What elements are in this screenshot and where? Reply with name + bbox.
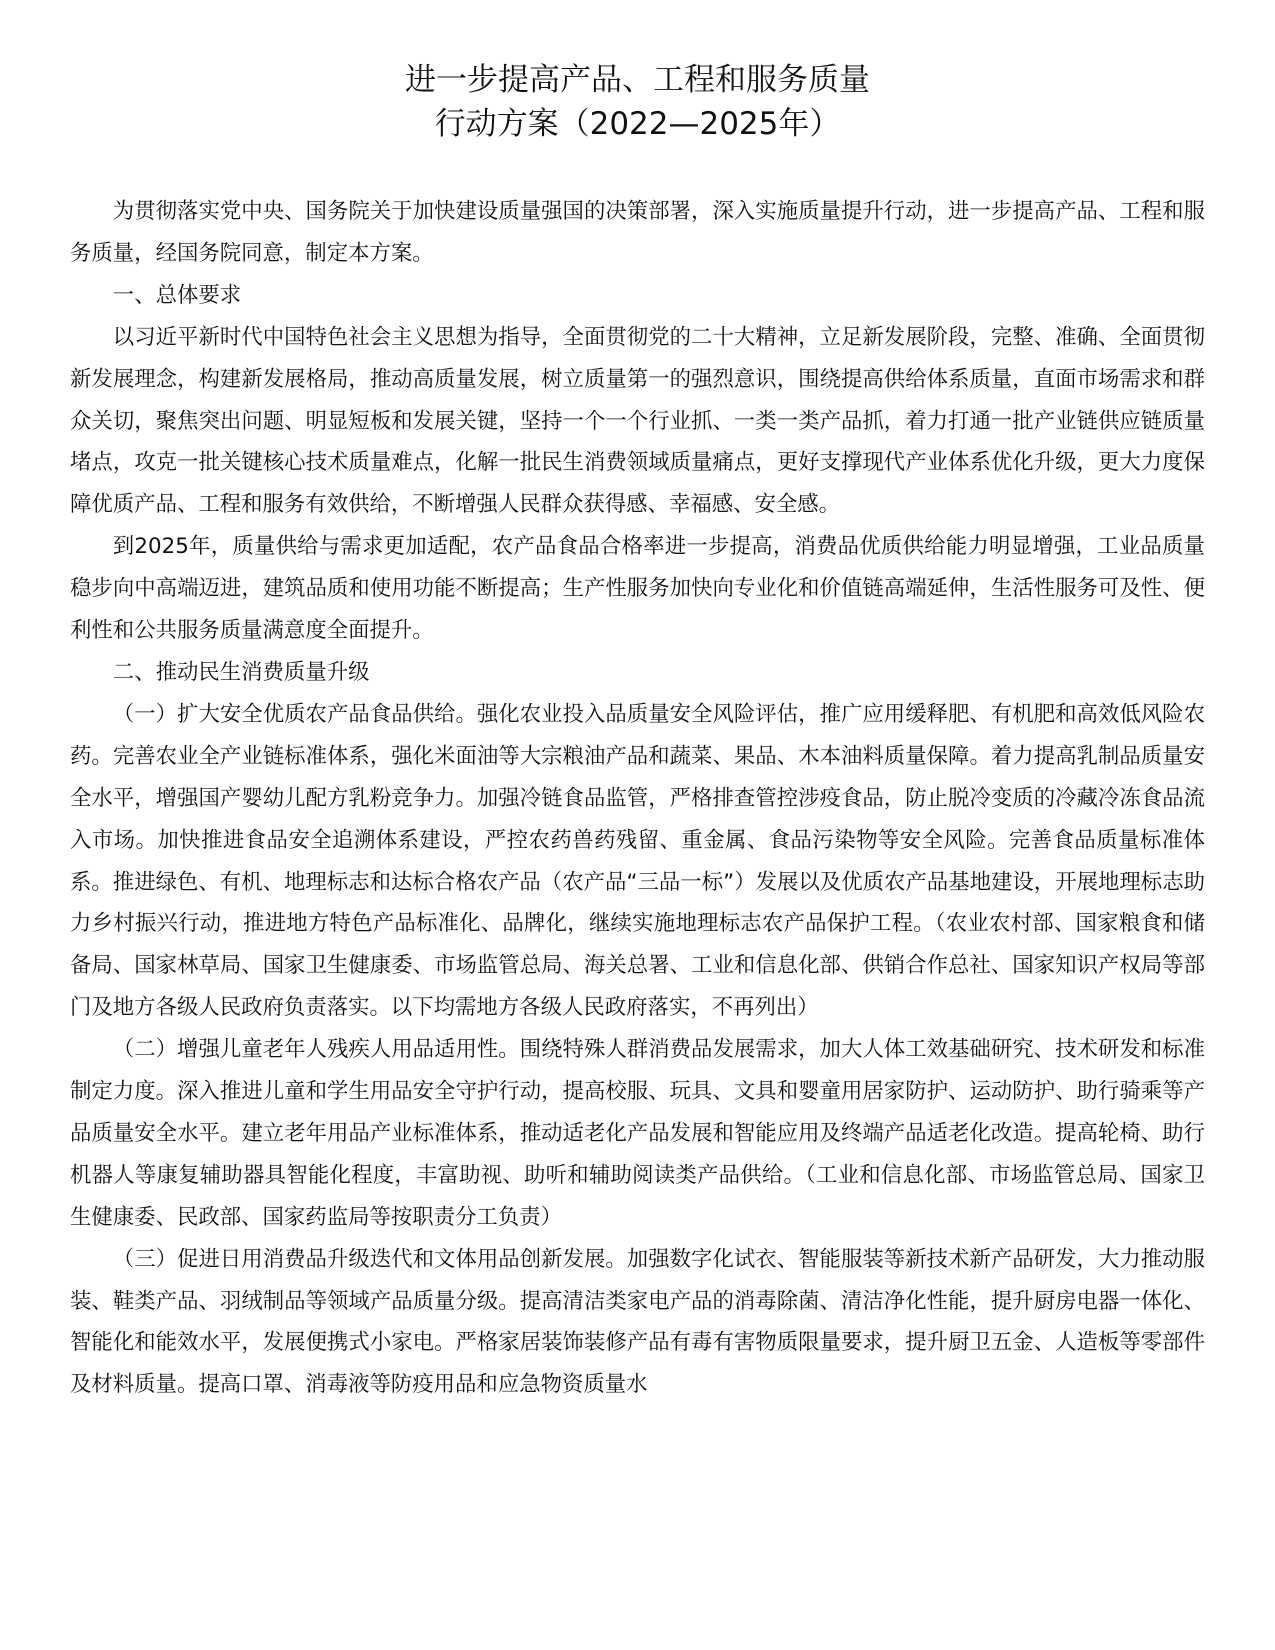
guiding-principles-paragraph: 以习近平新时代中国特色社会主义思想为指导，全面贯彻党的二十大精神，立足新发展阶段，完整、准确、全面贯彻新发展理念，构建新发展格局，推动高质量发展，树立质量第一的强烈意识，围绕提高供给体系质量，直面市场需求和群众关切，聚焦突出问题、明显短板和发展关键，坚持一个一个行业抓、一类一类产品抓，着力打通一批产业链供应链质量堵点，攻克一批关键核心技术质量难点，化解一批民生消费领域质量痛点，更好支撑现代产业体系优化升级，更大力度保障优质产品、工程和服务有效供给，不断增强人民群众获得感、幸福感、安全感。 <box>70 324 1205 518</box>
goals-2025-paragraph: 到2025年，质量供给与需求更加适配，农产品食品合格率进一步提高，消费品优质供给能力明显增强，工业品质量稳步向中高端迈进，建筑品质和使用功能不断提高；生产性服务加快向专业化和价值链高端延伸，生活性服务可及性、便利性和公共服务质量满意度全面提升。 <box>70 534 1205 644</box>
item-special-groups-products: （二）增强儿童老年人残疾人用品适用性。围绕特殊人群消费品发展需求，加大人体工效基础研究、技术研发和标准制定力度。深入推进儿童和学生用品安全守护行动，提高校服、玩具、文具和婴童用居家防护、运动防护、助行骑乘等产品质量安全水平。建立老年用品产业标准体系，推动适老化产品发展和智能应用及终端产品适老化改造。提高轮椅、助行机器人等康复辅助器具智能化程度，丰富助视、助听和辅助阅读类产品供给。（工业和信息化部、市场监管总局、国家卫生健康委、民政部、国家药监局等按职责分工负责） <box>70 1037 1205 1230</box>
item-agricultural-food-supply: （一）扩大安全优质农产品食品供给。强化农业投入品质量安全风险评估，推广应用缓释肥、有机肥和高效低风险农药。完善农业全产业链标准体系，强化米面油等大宗粮油产品和蔬菜、果品、木本油料质量保障。着力提高乳制品质量安全水平，增强国产婴幼儿配方乳粉竞争力。加强冷链食品监管，严格排查管控涉疫食品，防止脱冷变质的冷藏冷冻食品流入市场。加快推进食品安全追溯体系建设，严控农药兽药残留、重金属、食品污染物等安全风险。完善食品质量标准体系。推进绿色、有机、地理标志和达标合格农产品（农产品“三品一标”）发展以及优质农产品基地建设，开展地理标志助力乡村振兴行动，推进地方特色产品标准化、品牌化，继续实施地理标志农产品保护工程。（农业农村部、国家粮食和储备局、国家林草局、国家卫生健康委、市场监管总局、海关总署、工业和信息化部、供销合作总社、国家知识产权局等部门及地方各级人民政府负责落实。以下均需地方各级人民政府落实，不再列出） <box>70 701 1205 1021</box>
document-title <box>0 58 1275 146</box>
intro-paragraph: 为贯彻落实党中央、国务院关于加快建设质量强国的决策部署，深入实施质量提升行动，进一步提高产品、工程和服务质量，经国务院同意，制定本方案。 <box>70 199 1205 266</box>
section-heading-general-requirements: 一、总体要求 <box>112 282 242 308</box>
item-daily-consumer-goods: （三）促进日用消费品升级迭代和文体用品创新发展。加强数字化试衣、智能服装等新技术新产品研发，大力推动服装、鞋类产品、羽绒制品等领域产品质量分级。提高清洁类家电产品的消毒除菌、清洁净化性能，提升厨房电器一体化、智能化和能效水平，发展便携式小家电。严格家居装饰装修产品有毒有害物质限量要求，提升厨卫五金、人造板等零部件及材料质量。提高口罩、消毒液等防疫用品和应急物资质量水 <box>70 1246 1205 1398</box>
title-line-2: 行动方案（2022—2025年） <box>434 106 841 142</box>
title-line-1: 进一步提高产品、工程和服务质量 <box>405 62 870 98</box>
section-heading-consumer-quality: 二、推动民生消费质量升级 <box>112 659 370 685</box>
document-body <box>70 191 1205 1406</box>
